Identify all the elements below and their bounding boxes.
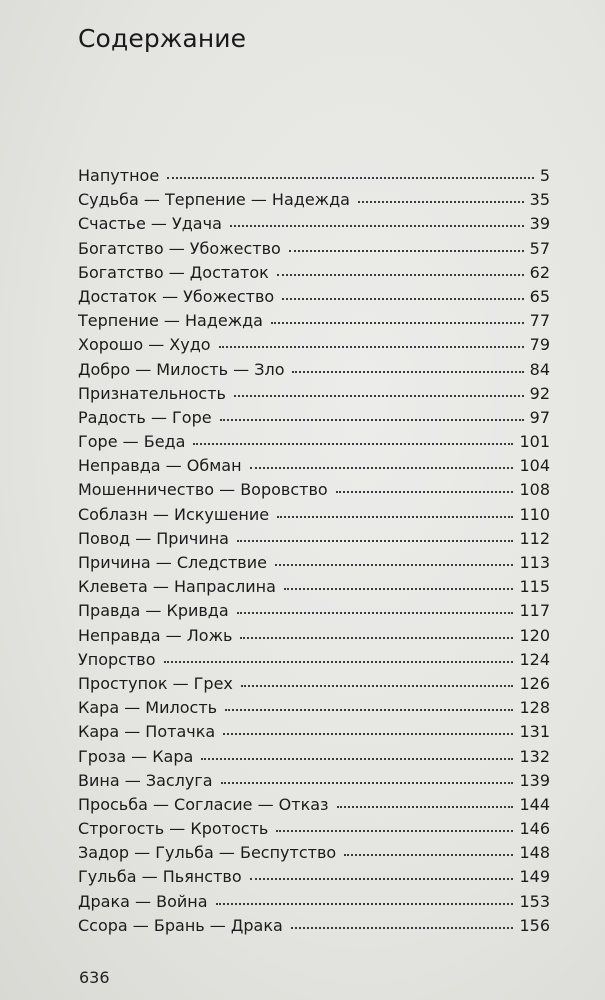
toc-entry-title: Признательность — [78, 383, 226, 403]
dot-leader — [337, 805, 514, 808]
toc-entry — [78, 190, 550, 214]
page-number: 636 — [79, 968, 110, 987]
toc-entry-title: Проступок — Грех — [78, 673, 233, 693]
toc-entry-title: Радость — Горе — [78, 407, 212, 427]
toc-entry — [78, 819, 550, 843]
toc-entry-page-number: 139 — [519, 770, 550, 790]
toc-entry-page-number: 146 — [519, 819, 550, 839]
dot-leader — [358, 200, 524, 203]
dot-leader — [237, 611, 514, 614]
dot-leader — [344, 853, 513, 856]
dot-leader — [275, 563, 513, 566]
toc-entry-title: Неправда — Обман — [78, 456, 242, 476]
toc-entry-page-number: 62 — [529, 262, 550, 282]
toc-entry — [78, 384, 550, 408]
toc-entry-page-number: 39 — [529, 214, 550, 234]
toc-entry-title: Счастье — Удача — [78, 214, 222, 234]
toc-entry — [78, 892, 550, 916]
toc-entry-page-number: 104 — [519, 456, 550, 476]
toc-entry-page-number: 110 — [519, 504, 550, 524]
toc-entry-page-number: 84 — [529, 359, 550, 379]
toc-entry-title: Кара — Милость — [78, 698, 218, 718]
dot-leader — [221, 781, 514, 784]
dot-leader — [277, 515, 513, 518]
toc-entry — [78, 505, 550, 529]
dot-leader — [237, 539, 513, 542]
toc-entry-page-number: 128 — [519, 698, 550, 718]
toc-entry-page-number: 126 — [519, 673, 550, 693]
dot-leader — [241, 684, 514, 687]
toc-entry-page-number: 117 — [519, 601, 550, 621]
dot-leader — [164, 660, 514, 663]
toc-entry-page-number: 115 — [519, 577, 550, 597]
toc-entry-page-number: 149 — [519, 867, 550, 887]
dot-leader — [282, 297, 523, 300]
dot-leader — [216, 902, 514, 905]
toc-entry — [78, 166, 550, 190]
toc-entry-title: Неправда — Ложь — [78, 625, 233, 645]
toc-entry-title: Правда — Кривда — [78, 601, 229, 621]
toc-entry-title: Задор — Гульба — Беспутство — [78, 843, 337, 863]
toc-entry — [78, 698, 550, 722]
toc-entry-title: Строгость — Кротость — [78, 819, 269, 839]
dot-leader — [220, 418, 524, 421]
toc-entry — [78, 214, 550, 238]
toc-entry — [78, 674, 550, 698]
toc-entry-title: Соблазн — Искушение — [78, 504, 270, 524]
toc-entry-title: Просьба — Согласие — Отказ — [78, 794, 329, 814]
toc-entry-page-number: 65 — [529, 286, 550, 306]
dot-leader — [240, 636, 513, 639]
toc-entry-page-number: 92 — [529, 383, 550, 403]
dot-leader — [284, 587, 514, 590]
toc-entry-title: Горе — Беда — [78, 432, 186, 452]
toc-entry-title: Ссора — Брань — Драка — [78, 915, 283, 935]
toc-entry-title: Судьба — Терпение — Надежда — [78, 190, 350, 210]
toc-entry — [78, 311, 550, 335]
dot-leader — [250, 877, 514, 880]
dot-leader — [201, 757, 513, 760]
toc-entry — [78, 795, 550, 819]
toc-entry-page-number: 120 — [519, 625, 550, 645]
toc-entry-title: Достаток — Убожество — [78, 286, 275, 306]
dot-leader — [291, 926, 514, 929]
toc-entry-page-number: 77 — [529, 311, 550, 331]
toc-entry — [78, 650, 550, 674]
toc-entry — [78, 553, 550, 577]
dot-leader — [271, 321, 524, 324]
toc-entry-title: Добро — Милость — Зло — [78, 359, 285, 379]
toc-entry-page-number: 79 — [529, 335, 550, 355]
toc-entry — [78, 408, 550, 432]
dot-leader — [276, 829, 513, 832]
toc-entry-title: Повод — Причина — [78, 528, 229, 548]
toc-entry-page-number: 112 — [519, 528, 550, 548]
toc-entry — [78, 529, 550, 553]
dot-leader — [193, 442, 513, 445]
toc-entry-title: Терпение — Надежда — [78, 311, 263, 331]
toc-entry-title: Напутное — [78, 166, 160, 185]
dot-leader — [289, 249, 524, 252]
toc-entry-title: Кара — Потачка — [78, 722, 216, 742]
toc-entry — [78, 239, 550, 263]
toc-entry-title: Причина — Следствие — [78, 553, 267, 572]
toc-entry-page-number: 124 — [519, 649, 550, 669]
dot-leader — [336, 490, 514, 493]
dot-leader — [219, 345, 524, 348]
toc-entry — [78, 771, 550, 795]
toc-entry-page-number: 35 — [529, 190, 550, 210]
toc-entry-page-number: 5 — [539, 166, 550, 185]
toc-entry — [78, 722, 550, 746]
toc-entry — [78, 843, 550, 867]
toc-entry — [78, 601, 550, 625]
toc-entry — [78, 456, 550, 480]
toc-entry-title: Упорство — [78, 649, 156, 669]
toc-entry — [78, 263, 550, 287]
toc-entry — [78, 626, 550, 650]
toc-entry — [78, 747, 550, 771]
toc-entry-title: Вина — Заслуга — [78, 770, 213, 790]
toc-entry-title: Хорошо — Худо — [78, 335, 211, 355]
toc-entry — [78, 867, 550, 891]
toc-entry-page-number: 97 — [529, 407, 550, 427]
toc-entry-title: Клевета — Напраслина — [78, 577, 276, 597]
toc-entry — [78, 432, 550, 456]
toc-entry-page-number: 101 — [519, 432, 550, 452]
toc-entry-page-number: 153 — [519, 891, 550, 911]
dot-leader — [167, 176, 534, 179]
toc-entry-page-number: 148 — [519, 843, 550, 863]
toc-entry-title: Богатство — Достаток — [78, 262, 269, 282]
dot-leader — [225, 708, 513, 711]
toc-entry-page-number: 131 — [519, 722, 550, 742]
toc-entry-title: Мошенничество — Воровство — [78, 480, 328, 500]
toc-entry — [78, 577, 550, 601]
toc-entry — [78, 287, 550, 311]
toc-entry-page-number: 132 — [519, 746, 550, 766]
toc-entry-page-number: 113 — [519, 553, 550, 572]
page-title: Содержание — [78, 24, 247, 53]
toc-entry-title: Гроза — Кара — [78, 746, 194, 766]
dot-leader — [223, 732, 513, 735]
dot-leader — [230, 224, 524, 227]
toc-entry — [78, 916, 550, 940]
toc-entry — [78, 480, 550, 504]
toc-entry-page-number: 108 — [519, 480, 550, 500]
dot-leader — [292, 370, 523, 373]
dot-leader — [234, 394, 524, 397]
toc-entry — [78, 360, 550, 384]
toc-entry-title: Богатство — Убожество — [78, 238, 281, 258]
toc-entry-page-number: 156 — [519, 915, 550, 935]
toc-entry-title: Драка — Война — [78, 891, 208, 911]
toc-entry-page-number: 144 — [519, 794, 550, 814]
dot-leader — [250, 466, 514, 469]
toc-entry — [78, 335, 550, 359]
toc-entry-page-number: 57 — [529, 238, 550, 258]
table-of-contents — [78, 166, 550, 940]
toc-entry-title: Гульба — Пьянство — [78, 867, 242, 887]
dot-leader — [277, 273, 524, 276]
